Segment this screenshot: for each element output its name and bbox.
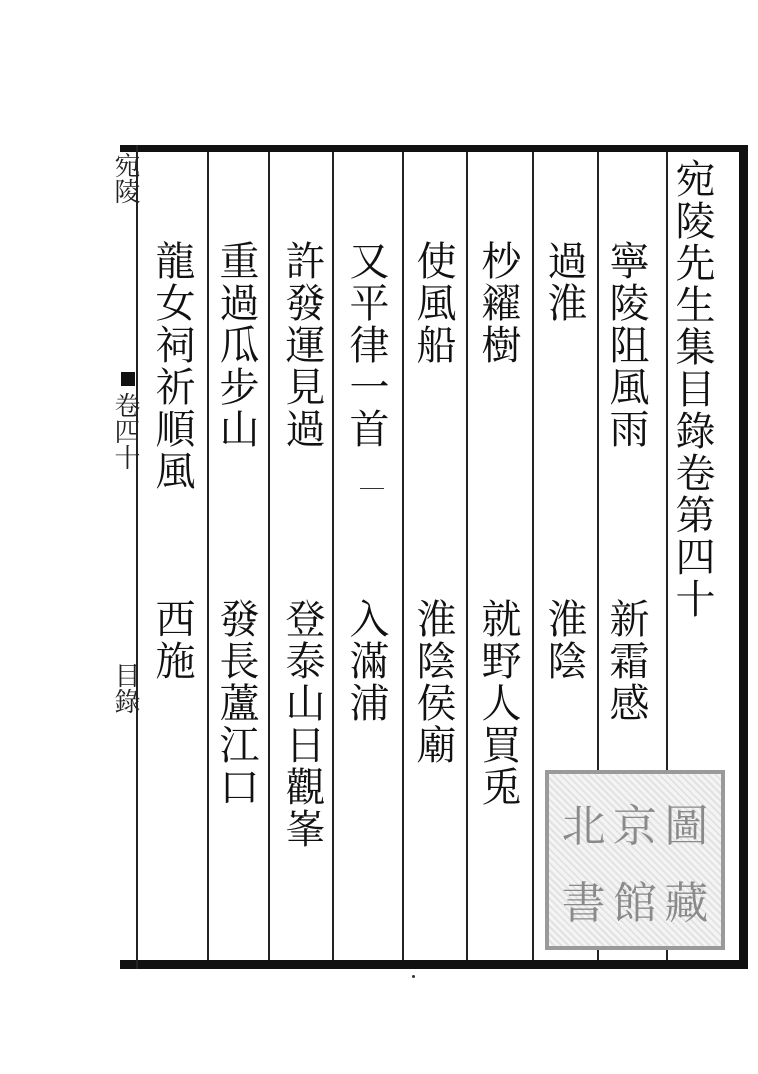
scan-speck [412,975,415,978]
seal-character: 書 [561,877,606,929]
entry-title: 發長蘆江口 [213,598,259,808]
entry-title: 登泰山日觀峯 [279,598,325,850]
entry-title: 西施 [149,598,195,682]
seal-character: 藏 [664,877,709,929]
column-divider [207,152,209,960]
seal-character: 京 [612,800,657,852]
frame-bottom-border [120,960,748,969]
library-seal-stamp [545,770,725,950]
entry-title: 使風船 [410,240,456,366]
seal-character: 北 [561,800,606,852]
entry-title: 又平律一首 [343,240,389,450]
margin-book-label: 宛陵 [110,152,140,204]
entry-title: 重過瓜步山 [213,240,259,450]
entry-title: 就野人買兎 [475,598,521,808]
margin-section-label: 目錄 [110,662,140,714]
column-divider [532,152,534,960]
margin-volume-label: 卷四十 [110,392,140,470]
frame-right-border [739,145,748,969]
volume-title: 宛陵先生集目錄卷第四十 [669,158,715,620]
seal-character: 館 [612,877,657,929]
frame-top-border [120,145,748,152]
column-divider [466,152,468,960]
seal-character: 圖 [664,800,709,852]
entry-title: 淮陰侯廟 [410,598,456,766]
entry-title: 許發運見過 [279,240,325,450]
column-divider [268,152,270,960]
entry-title: 寧陵阻風雨 [603,240,649,450]
column-divider [332,152,334,960]
entry-title: 過淮 [541,240,587,324]
entry-title: 新霜感 [603,598,649,724]
entry-title: 入滿浦 [343,598,389,724]
entry-title: 淮陰 [541,598,587,682]
column-divider [402,152,404,960]
scan-speck [360,488,384,489]
entry-title: 龍女祠祈順風 [149,240,195,492]
frame-left-border [136,145,138,969]
fishtail-mark [121,372,135,386]
entry-title: 杪糴樹 [475,240,521,366]
